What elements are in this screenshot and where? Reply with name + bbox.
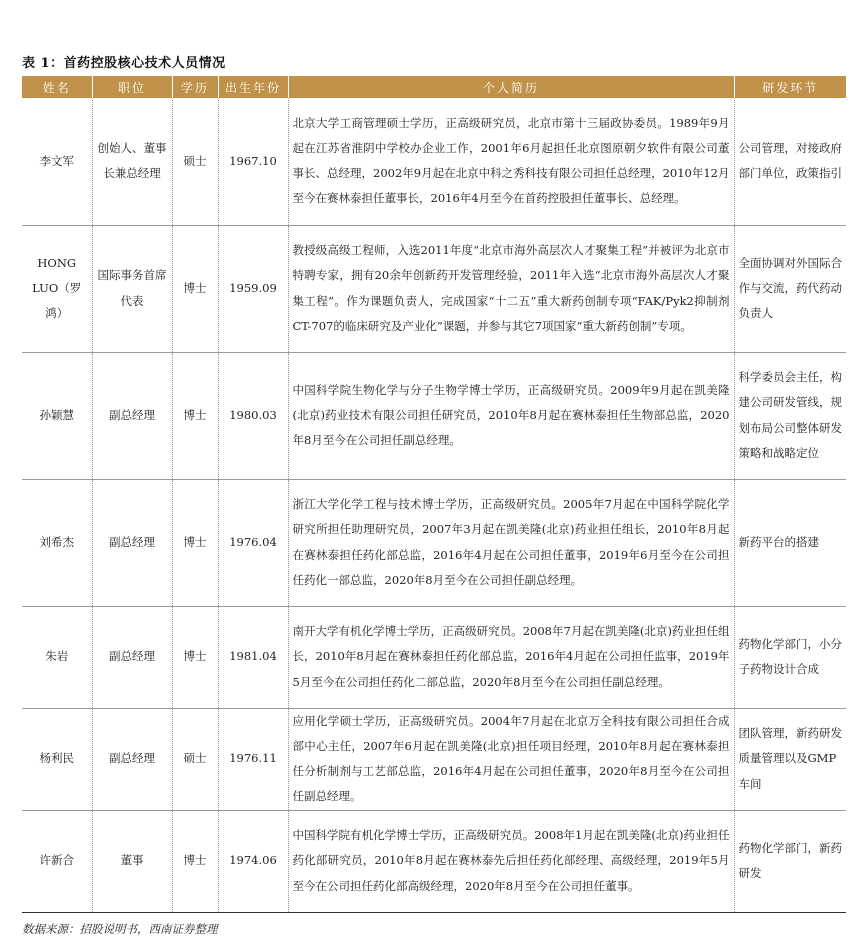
table-row xyxy=(22,708,846,810)
header-position: 职位 xyxy=(92,76,172,98)
cell-bio: 浙江大学化学工程与技术博士学历，正高级研究员。2005年7月起在中国科学院化学研究所担任助理研究员，2007年3月起在凯美隆(北京)药业担任组长，2010年8月起在赛林泰担任药化部总监，2016年4月起在公司担任董事，2019年6月至今在公司担任药化一部总监，2020年8月至今在公司担任副总经理。 xyxy=(288,479,734,606)
cell-rd-stage: 科学委员会主任，构建公司研发管线，规划布局公司整体研发策略和战略定位 xyxy=(734,352,846,479)
cell-name: 刘希杰 xyxy=(22,479,92,606)
table-row xyxy=(22,98,846,225)
cell-birth-year: 1981.04 xyxy=(218,606,288,708)
cell-degree: 硕士 xyxy=(172,98,218,225)
cell-name: 朱岩 xyxy=(22,606,92,708)
cell-rd-stage: 药物化学部门，小分子药物设计合成 xyxy=(734,606,846,708)
cell-degree: 博士 xyxy=(172,810,218,912)
cell-position: 董事 xyxy=(92,810,172,912)
header-birth-year: 出生年份 xyxy=(218,76,288,98)
cell-position: 副总经理 xyxy=(92,606,172,708)
cell-bio: 中国科学院生物化学与分子生物学博士学历，正高级研究员。2009年9月起在凯美隆(北京)药业技术有限公司担任研究员，2010年8月起在赛林泰担任生物部总监，2020年8月至今在公司担任副总经理。 xyxy=(288,352,734,479)
cell-bio: 北京大学工商管理硕士学历，正高级研究员，北京市第十三届政协委员。1989年9月起在江苏省淮阴中学校办企业工作，2001年6月起担任北京图原朝夕软件有限公司董事长、总经理，2002年9月起在北京中科之秀科技有限公司担任总经理，2010年12月至今在赛林泰担任董事长，2016年4月至今在首药控股担任董事长、总经理。 xyxy=(288,98,734,225)
cell-rd-stage: 新药平台的搭建 xyxy=(734,479,846,606)
cell-name: 孙颖慧 xyxy=(22,352,92,479)
cell-rd-stage: 全面协调对外国际合作与交流，药代药动负责人 xyxy=(734,225,846,352)
cell-position: 副总经理 xyxy=(92,352,172,479)
table-row xyxy=(22,810,846,912)
cell-bio: 教授级高级工程师，入选2011年度“北京市海外高层次人才聚集工程”并被评为北京市特聘专家，拥有20余年创新药开发管理经验，2011年入选“北京市海外高层次人才聚集工程”。作为课题负责人，完成国家“十二五”重大新药创制专项“FAK/Pyk2抑制剂CT-707的临床研究及产业化”课题，并参与其它7项国家“重大新药创制”专项。 xyxy=(288,225,734,352)
cell-bio: 应用化学硕士学历，正高级研究员。2004年7月起在北京万全科技有限公司担任合成部中心主任，2007年6月起在凯美隆(北京)担任项目经理，2010年8月起在赛林泰担任分析制剂与工艺部总监，2016年4月起在公司担任董事，2020年8月至今在公司担任副总经理。 xyxy=(288,708,734,810)
table-row xyxy=(22,352,846,479)
cell-position: 副总经理 xyxy=(92,479,172,606)
cell-name: 许新合 xyxy=(22,810,92,912)
header-name: 姓名 xyxy=(22,76,92,98)
source-note: 数据来源：招股说明书，西南证券整理 xyxy=(22,922,218,936)
cell-birth-year: 1959.09 xyxy=(218,225,288,352)
cell-name: 李文军 xyxy=(22,98,92,225)
cell-position: 创始人、董事长兼总经理 xyxy=(92,98,172,225)
cell-degree: 博士 xyxy=(172,479,218,606)
cell-birth-year: 1974.06 xyxy=(218,810,288,912)
cell-bio: 中国科学院有机化学博士学历，正高级研究员。2008年1月起在凯美隆(北京)药业担任药化部研究员，2010年8月起在赛林泰先后担任药化部经理、高级经理，2019年5月至今在公司担任药化部高级经理，2020年8月至今在公司担任董事。 xyxy=(288,810,734,912)
table-row xyxy=(22,479,846,606)
cell-degree: 硕士 xyxy=(172,708,218,810)
cell-position: 副总经理 xyxy=(92,708,172,810)
cell-birth-year: 1976.04 xyxy=(218,479,288,606)
table-title: 表 1：首药控股核心技术人员情况 xyxy=(22,56,226,71)
cell-name: HONG LUO（罗鸿） xyxy=(22,225,92,352)
cell-rd-stage: 药物化学部门，新药研发 xyxy=(734,810,846,912)
cell-position: 国际事务首席代表 xyxy=(92,225,172,352)
cell-birth-year: 1980.03 xyxy=(218,352,288,479)
cell-degree: 博士 xyxy=(172,606,218,708)
header-degree: 学历 xyxy=(172,76,218,98)
header-bio: 个人简历 xyxy=(288,76,734,98)
cell-degree: 博士 xyxy=(172,352,218,479)
cell-bio: 南开大学有机化学博士学历，正高级研究员。2008年7月起在凯美隆(北京)药业担任组长，2010年8月起在赛林泰担任药化部总监，2016年4月起在公司担任监事，2019年5月至今在公司担任药化二部总监，2020年8月至今在公司担任副总经理。 xyxy=(288,606,734,708)
core-staff-table xyxy=(22,76,846,913)
cell-birth-year: 1976.11 xyxy=(218,708,288,810)
cell-birth-year: 1967.10 xyxy=(218,98,288,225)
cell-name: 杨利民 xyxy=(22,708,92,810)
table-row xyxy=(22,606,846,708)
table-header-row xyxy=(22,76,846,98)
header-rd-stage: 研发环节 xyxy=(734,76,846,98)
table-row xyxy=(22,225,846,352)
cell-rd-stage: 公司管理，对接政府部门单位，政策指引 xyxy=(734,98,846,225)
cell-rd-stage: 团队管理，新药研发质量管理以及GMP车间 xyxy=(734,708,846,810)
cell-degree: 博士 xyxy=(172,225,218,352)
